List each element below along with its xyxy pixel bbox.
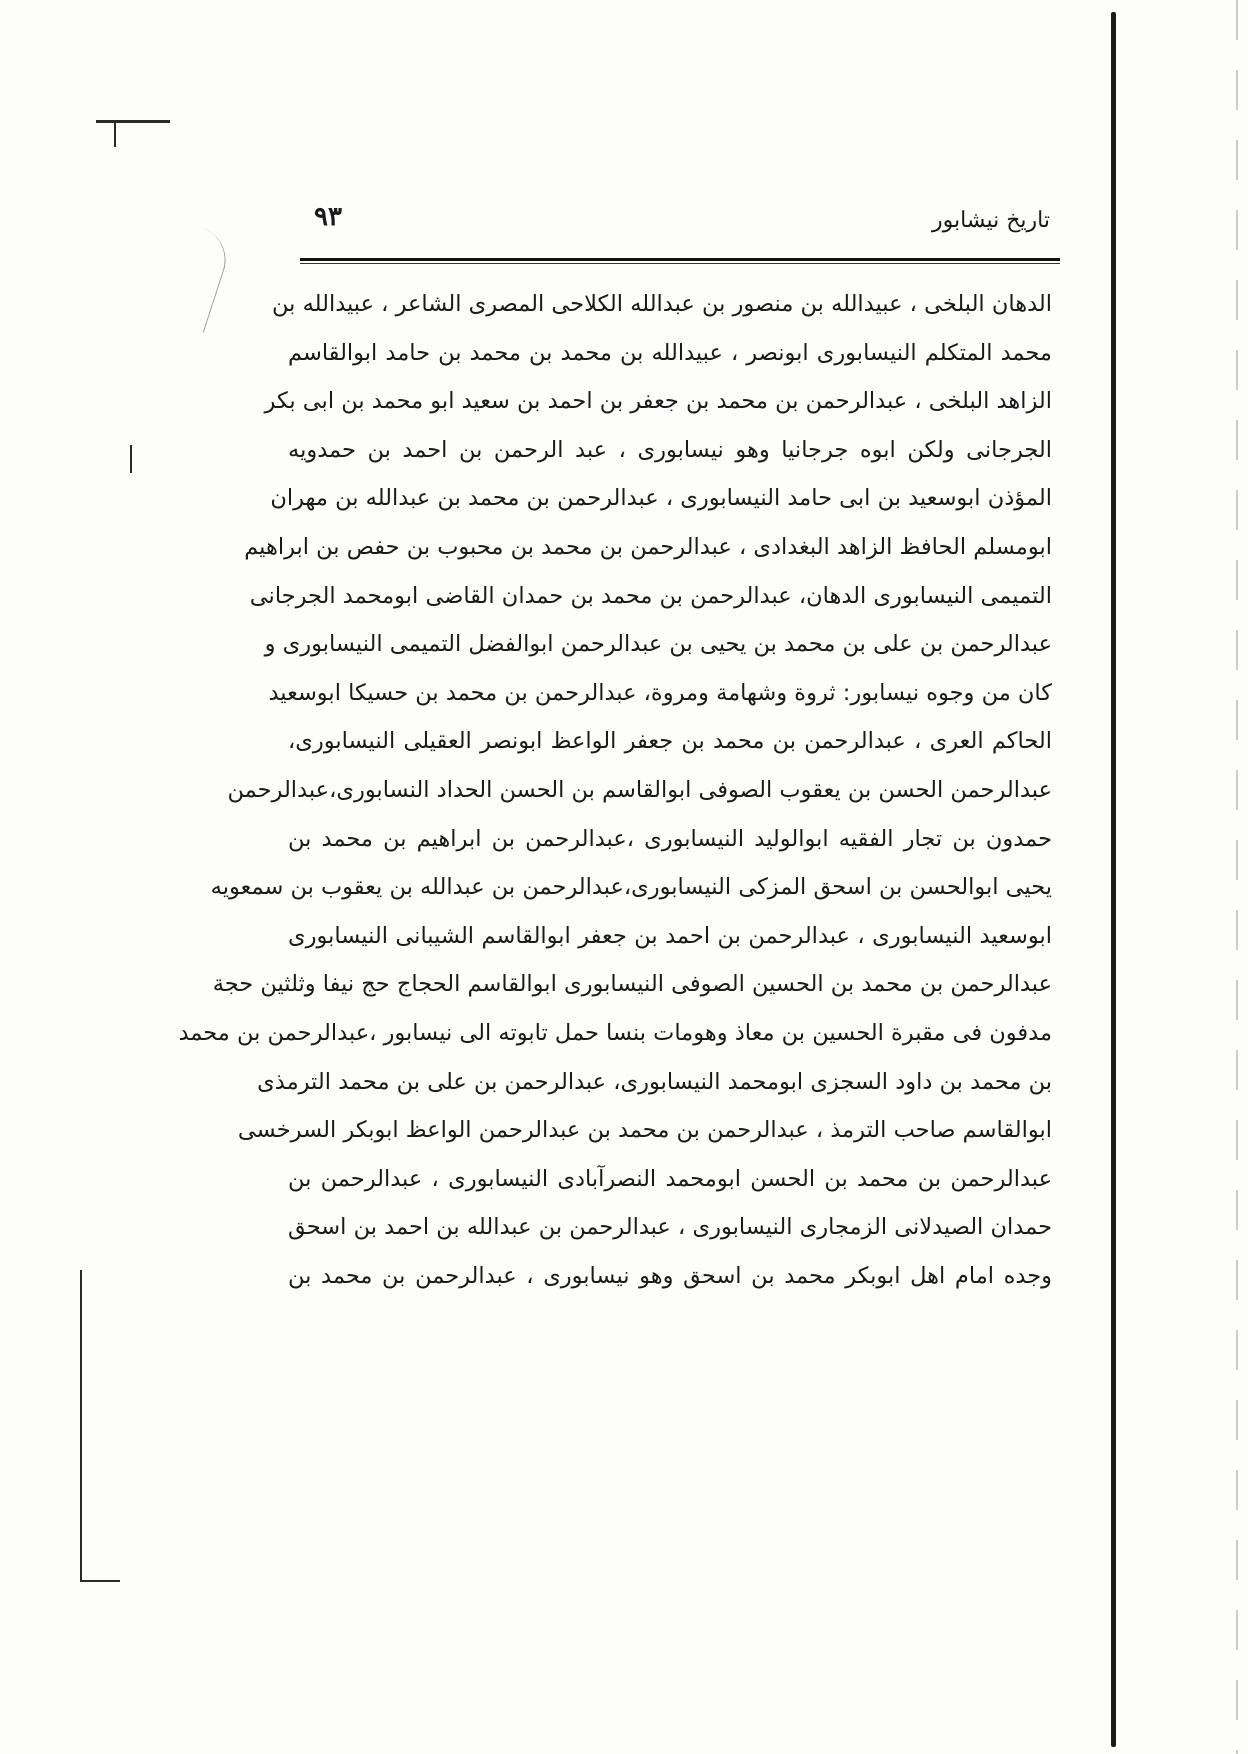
- running-title: تاریخ نیشابور: [932, 208, 1050, 233]
- text-line: حمدان الصیدلانی الزمجاری النیسابوری ، عبدالرحمن بن عبدالله بن احمد بن اسحق: [288, 1214, 1052, 1241]
- text-line: المؤذن ابوسعید بن ابی حامد النیسابوری ، عبدالرحمن بن محمد بن عبدالله بن مهران: [270, 485, 1052, 512]
- text-line: مدفون فی مقبرة الحسین بن معاذ وهومات بنسا حمل تابوته الی نیسابور ،عبدالرحمن بن محمد: [178, 1019, 1052, 1046]
- page-edge-shadow: [1236, 0, 1238, 1754]
- body-text: [178, 280, 1052, 1300]
- text-line: حمدون بن تجار الفقیه ابوالولید النیسابوری ،عبدالرحمن بن ابراهیم بن محمد بن: [288, 825, 1052, 852]
- scan-mark-top-left: [96, 120, 170, 123]
- text-line: یحیی ابوالحسن بن اسحق المزکی النیسابوری،عبدالرحمن بن عبدالله بن یعقوب بن سمعویه: [210, 874, 1052, 901]
- text-line: ابومسلم الحافظ الزاهد البغدادی ، عبدالرحمن بن محمد بن محبوب بن حفص بن ابراهیم: [244, 533, 1052, 560]
- text-line: الجرجانی ولکن ابوه جرجانیا وهو نیسابوری ، عبد الرحمن بن احمد بن حمدویه: [288, 436, 1052, 463]
- text-line: الحاکم العری ، عبدالرحمن بن محمد بن جعفر الواعظ ابونصر العقیلی النیسابوری،: [288, 728, 1052, 755]
- text-line: وجده امام اهل ابوبکر محمد بن اسحق وهو نیسابوری ، عبدالرحمن بن محمد بن: [288, 1262, 1052, 1289]
- text-line: کان من وجوه نیسابور: ثروة وشهامة ومروة، عبدالرحمن بن محمد بن حسیکا ابوسعید: [268, 679, 1052, 706]
- text-line: محمد المتکلم النیسابوری ابونصر ، عبیدالله بن محمد بن محمد بن حامد ابوالقاسم: [288, 339, 1052, 366]
- header-rule: [300, 258, 1060, 261]
- page-header: [300, 196, 1060, 246]
- scan-mark-curve: [170, 227, 234, 333]
- text-line: التمیمی النیسابوری الدهان، عبدالرحمن بن محمد بن حمدان القاضی ابومحمد الجرجانی: [249, 582, 1052, 609]
- scan-mark-bracket: [80, 1270, 82, 1580]
- scan-mark-foot: [80, 1580, 120, 1582]
- text-line: الزاهد البلخی ، عبدالرحمن بن محمد بن جعفر بن احمد بن سعید ابو محمد بن ابی بکر: [264, 388, 1052, 415]
- text-line: ابوالقاسم صاحب الترمذ ، عبدالرحمن بن محمد بن عبدالرحمن الواعظ ابوبکر السرخسی: [237, 1117, 1052, 1144]
- text-line: عبدالرحمن بن محمد بن الحسین الصوفی النیسابوری ابوالقاسم الحجاج حج نیفا وثلثین حجة: [212, 971, 1052, 998]
- text-line: عبدالرحمن الحسن بن یعقوب الصوفی ابوالقاسم بن الحسن الحداد النسابوری،عبدالرحمن: [227, 776, 1052, 803]
- text-line: ابوسعید النیسابوری ، عبدالرحمن بن احمد بن جعفر ابوالقاسم الشیبانی النیسابوری: [288, 922, 1052, 949]
- header-rule-thin: [300, 263, 1060, 264]
- scan-mark-tick: [114, 123, 116, 147]
- text-line: بن محمد بن داود السجزی ابومحمد النیسابوری، عبدالرحمن بن علی بن محمد الترمذی: [257, 1068, 1052, 1095]
- text-line: عبدالرحمن بن علی بن محمد بن یحیی بن عبدالرحمن ابوالفضل التمیمی النیسابوری و: [264, 631, 1052, 658]
- text-line: عبدالرحمن بن محمد بن الحسن ابومحمد النصرآبادی النیسابوری ، عبدالرحمن بن: [288, 1165, 1052, 1192]
- binding-edge-line: [1111, 12, 1116, 1747]
- text-line: الدهان البلخی ، عبیدالله بن منصور بن عبدالله الکلاحی المصری الشاعر ، عبیدالله بن: [272, 291, 1052, 317]
- page-number: ۹۳: [314, 202, 342, 232]
- scan-mark-left: [130, 445, 132, 473]
